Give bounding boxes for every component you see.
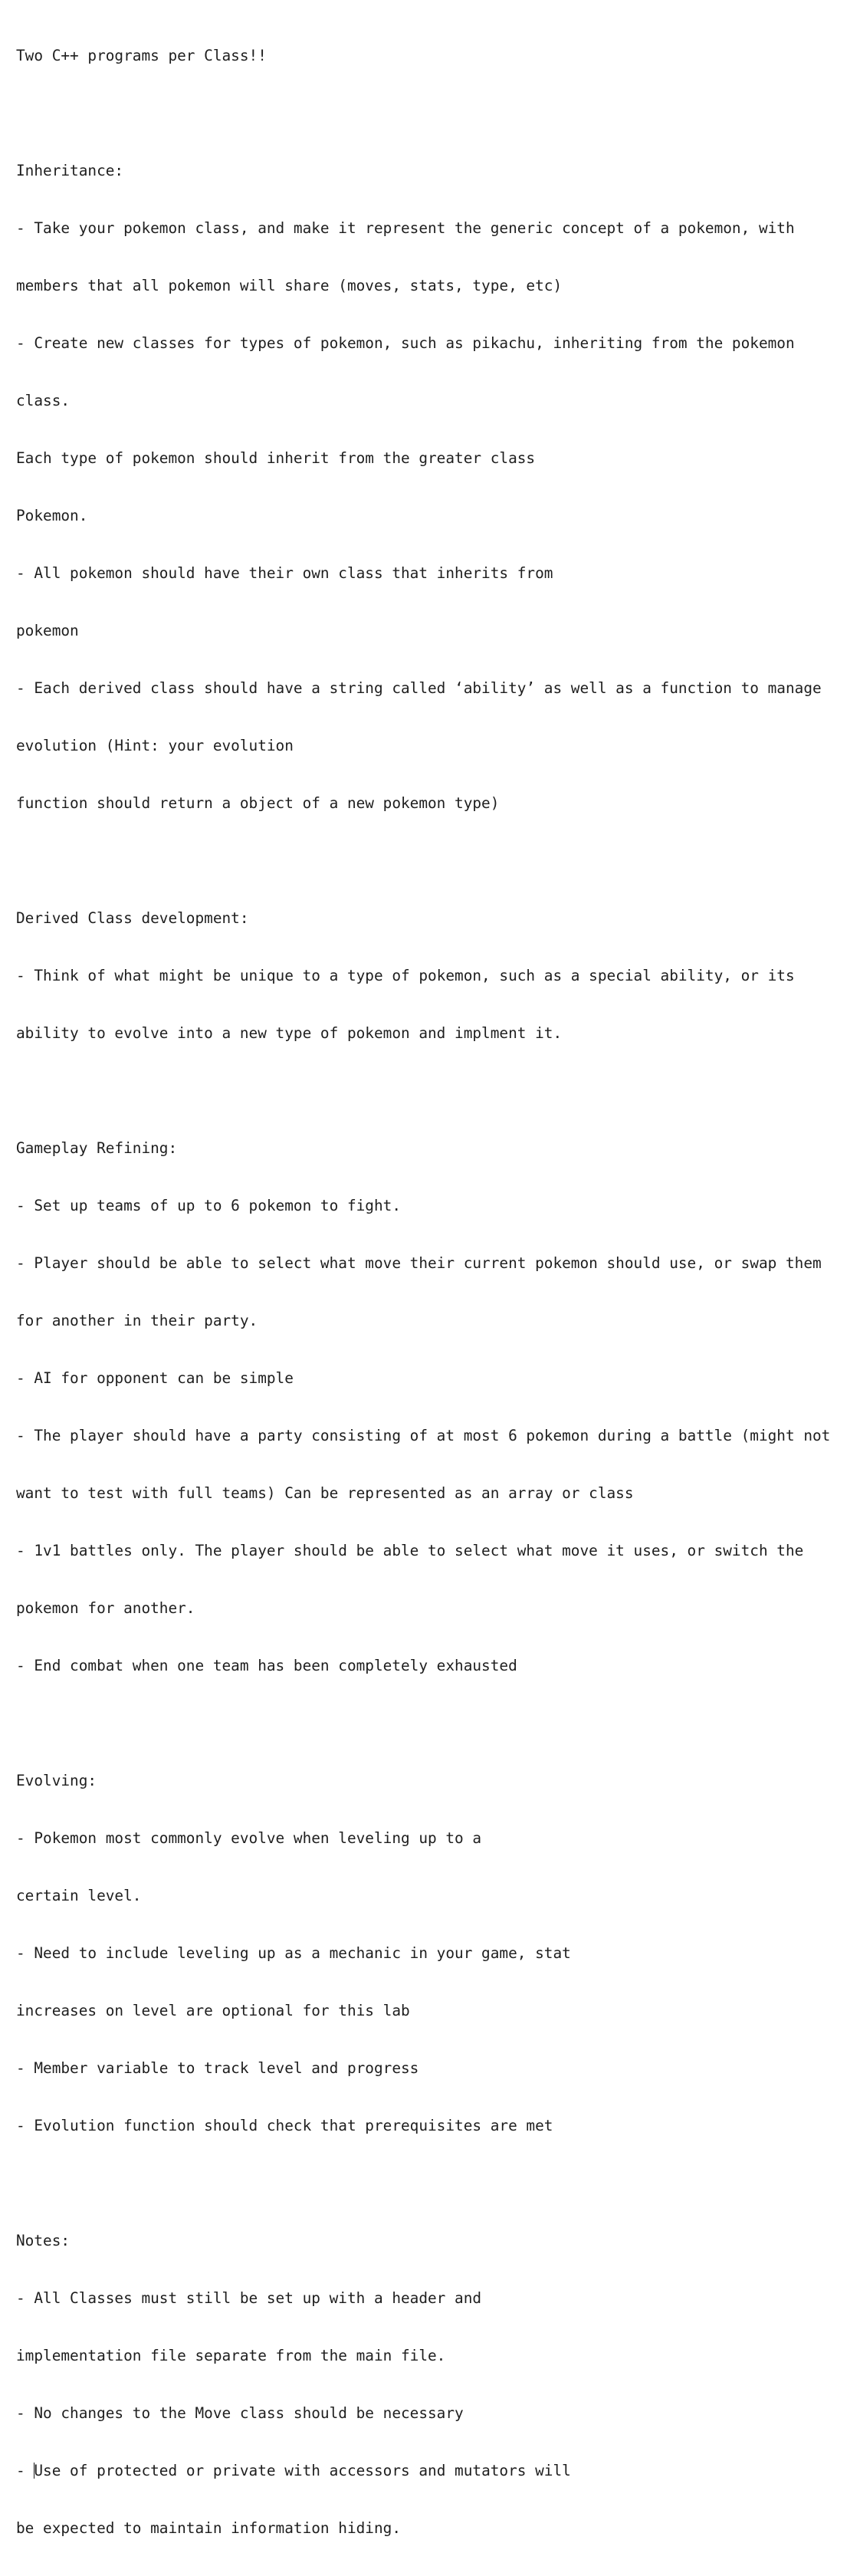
document-line: - Member variable to track level and progress <box>16 2059 419 2077</box>
document-line: be expected to maintain information hiding. <box>16 2519 401 2537</box>
document-line: - Take your pokemon class, and make it represent the generic concept of a pokemon, with <box>16 219 795 237</box>
caret-line-before: - <box>16 2462 34 2479</box>
document-line: Gameplay Refining: <box>16 1139 178 1157</box>
document-line: Two C++ programs per Class!! <box>16 47 267 64</box>
document-text[interactable] <box>16 8 858 2576</box>
document-line <box>16 851 858 870</box>
document-line: - Need to include leveling up as a mechanic in your game, stat <box>16 1944 571 1962</box>
document-line: - Evolution function should check that prerequisites are met <box>16 2117 553 2134</box>
document-line: for another in their party. <box>16 1312 258 1329</box>
document-line <box>16 104 858 123</box>
document-line: - AI for opponent can be simple <box>16 1369 294 1387</box>
document-line <box>16 2174 858 2193</box>
document-line: - Pokemon most commonly evolve when leveling up to a <box>16 1829 482 1847</box>
document-line: Each type of pokemon should inherit from the greater class <box>16 449 536 467</box>
document-line <box>16 1081 858 1100</box>
caret-line-after: Use of protected or private with accessors and mutators will <box>34 2462 571 2479</box>
document-line: Derived Class development: <box>16 909 249 927</box>
document-line: increases on level are optional for this lab <box>16 2002 410 2019</box>
document-line: - Each derived class should have a string called ‘ability’ as well as a function to manage <box>16 679 822 697</box>
document-line: members that all pokemon will share (moves, stats, type, etc) <box>16 277 563 294</box>
document-line: class. <box>16 392 71 409</box>
document-line: Evolving: <box>16 1772 97 1789</box>
document-line: certain level. <box>16 1887 142 1904</box>
document-line: - Set up teams of up to 6 pokemon to fight. <box>16 1197 401 1214</box>
document-line: implementation file separate from the main file. <box>16 2347 446 2364</box>
document-line: Notes: <box>16 2232 71 2249</box>
document-line <box>16 1714 858 1733</box>
document-line: - No changes to the Move class should be necessary <box>16 2404 464 2422</box>
caret-line <box>16 2461 858 2480</box>
document-line: pokemon <box>16 622 79 639</box>
document-line: function should return a object of a new pokemon type) <box>16 794 500 812</box>
document-line: pokemon for another. <box>16 1599 195 1617</box>
document-line: evolution (Hint: your evolution <box>16 737 294 754</box>
document-line: Pokemon. <box>16 507 88 524</box>
document-line: - Think of what might be unique to a type of pokemon, such as a special ability, or its <box>16 967 795 984</box>
document-line: - All pokemon should have their own class that inherits from <box>16 564 553 582</box>
document-line: Inheritance: <box>16 162 124 179</box>
document-line: - 1v1 battles only. The player should be able to select what move it uses, or switch the <box>16 1542 804 1559</box>
document-line: - End combat when one team has been completely exhausted <box>16 1657 517 1674</box>
document-line: - Player should be able to select what move their current pokemon should use, or swap them <box>16 1254 822 1272</box>
document-line: - The player should have a party consisting of at most 6 pokemon during a battle (might not <box>16 1427 831 1444</box>
document-line: want to test with full teams) Can be represented as an array or class <box>16 1484 634 1502</box>
document-line: - Create new classes for types of pokemon, such as pikachu, inheriting from the pokemon <box>16 334 795 352</box>
document-line: - All Classes must still be set up with a header and <box>16 2289 482 2307</box>
document-line: ability to evolve into a new type of pokemon and implment it. <box>16 1024 563 1042</box>
